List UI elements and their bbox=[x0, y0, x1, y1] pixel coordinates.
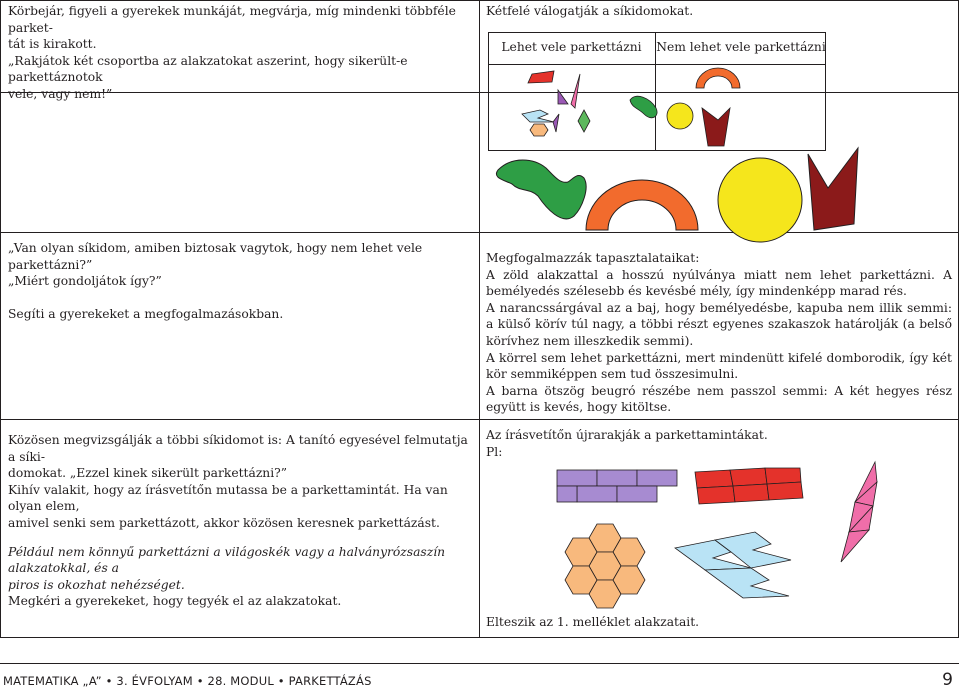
bottom-right-end: Elteszik az 1. melléklet alakzatait. bbox=[486, 615, 700, 629]
middle-left-text bbox=[8, 240, 474, 322]
text-line: Megkéri a gyerekeket, hogy tegyék el az alakzatokat. bbox=[8, 594, 342, 609]
small-orange-arch bbox=[696, 68, 740, 88]
bottom-left-text bbox=[8, 432, 474, 610]
text-line: Pl: bbox=[486, 444, 503, 459]
question-1: „Van olyan síkidom, amiben biztosak vagytok, hogy nem lehet vele parkettázni?” bbox=[8, 241, 423, 272]
small-green-blob bbox=[630, 96, 657, 117]
large-orange-arch bbox=[586, 180, 698, 230]
purple-brick-pattern bbox=[557, 470, 677, 502]
page-footer bbox=[0, 663, 959, 690]
large-nontileable-shapes bbox=[486, 148, 866, 232]
pink-triangle bbox=[571, 74, 580, 108]
pink-triangle-pattern bbox=[841, 462, 877, 562]
parquet-patterns bbox=[555, 462, 885, 612]
text-line: „Rakjátok két csoportba az alakzatokat aszerint, hogy sikerült-e parkettáznotok bbox=[8, 53, 408, 85]
sorting-title: Kétfelé válogatják a síkidomokat. bbox=[486, 4, 694, 18]
text-line: amivel senki sem parkettázott, akkor közösen keresnek parkettázást. bbox=[8, 515, 440, 530]
red-trapezoid-pattern bbox=[695, 468, 803, 504]
hexagon-pattern bbox=[565, 524, 645, 608]
page-number: 9 bbox=[942, 670, 953, 690]
small-maroon-pentagon bbox=[702, 108, 730, 146]
footer-rule bbox=[0, 663, 959, 664]
green-rhombus bbox=[578, 110, 590, 132]
text-line: Az írásvetítőn újrarakják a parkettamintákat. bbox=[486, 428, 768, 442]
small-nontileable-shapes bbox=[620, 64, 740, 148]
text-line: Körbejár, figyeli a gyerekek munkáját, megvárja, míg mindenki többféle parket- bbox=[8, 4, 456, 35]
column-divider bbox=[479, 0, 480, 638]
col-no-label: Nem lehet vele parkettázni bbox=[656, 40, 826, 54]
purple-triangle bbox=[558, 90, 568, 104]
italic-note: piros is okozhat nehézséget. bbox=[8, 577, 185, 592]
footer-title: MATEMATIKA „A” • 3. ÉVFOLYAM • 28. MODUL • PARKETTÁZÁS bbox=[3, 674, 372, 688]
col-yes-label: Lehet vele parkettázni bbox=[501, 40, 642, 54]
small-yellow-circle bbox=[667, 103, 693, 129]
bottom-right-intro bbox=[486, 427, 952, 460]
italic-note: Például nem könnyű parkettázni a világoskék vagy a halványrózsaszín alakzatokkal, és a bbox=[8, 544, 446, 576]
large-maroon-pentagon bbox=[808, 148, 858, 230]
small-tileable-shapes bbox=[510, 66, 600, 146]
text-line: Kihív valakit, hogy az írásvetítőn mutassa be a parkettamintát. Ha van olyan elem, bbox=[8, 482, 448, 514]
experience-orange: A narancssárgával az a baj, hogy bemélyedésbe, kapuba nem illik semmi: a külső körív túl nagy, a többi részt egyenes szakaszok határolják (a belső körívhez nem illeszkedik semmi). bbox=[486, 300, 952, 348]
experience-intro: Megfogalmazzák tapasztalataikat: bbox=[486, 251, 700, 265]
text-line: Közösen megvizsgálják a többi síkidomot is: A tanító egyesével felmutatja a síki- bbox=[8, 433, 468, 464]
middle-right-text bbox=[486, 250, 952, 416]
large-yellow-circle bbox=[718, 158, 802, 242]
hexagon-shape bbox=[530, 124, 548, 136]
experience-circle: A körrel sem lehet parkettázni, mert mindenütt kifelé domborodik, így két kör semmiképpen sem tud összesimulni. bbox=[486, 350, 952, 382]
text-line: tát is kirakott. bbox=[8, 37, 97, 52]
row-divider-2 bbox=[0, 232, 959, 233]
help-text: Segíti a gyerekeket a megfogalmazásokban. bbox=[8, 306, 284, 321]
row-divider-3 bbox=[0, 419, 959, 420]
experience-green: A zöld alakzattal a hosszú nyúlványa miatt nem lehet parkettázni. A bemélyedés szélesebb és kevésbé mély, így mindenképp marad rés. bbox=[486, 267, 952, 299]
lightblue-bolt-pattern bbox=[675, 532, 791, 598]
text-line: domokat. „Ezzel kinek sikerült parkettázni?” bbox=[8, 466, 288, 481]
question-2: „Miért gondoljátok így?” bbox=[8, 274, 162, 289]
experience-pentagon: A barna ötszög beugró részébe nem passzol semmi: A két hegyes rész együtt is kevés, hogy kitöltse. bbox=[486, 383, 952, 415]
text-line: vele, vagy nem!” bbox=[8, 86, 113, 101]
red-trapezoid bbox=[528, 71, 554, 83]
lightblue-bolt bbox=[522, 110, 554, 122]
top-left-text bbox=[8, 3, 474, 103]
purple-sliver bbox=[553, 114, 559, 132]
large-green-blob bbox=[496, 160, 586, 219]
